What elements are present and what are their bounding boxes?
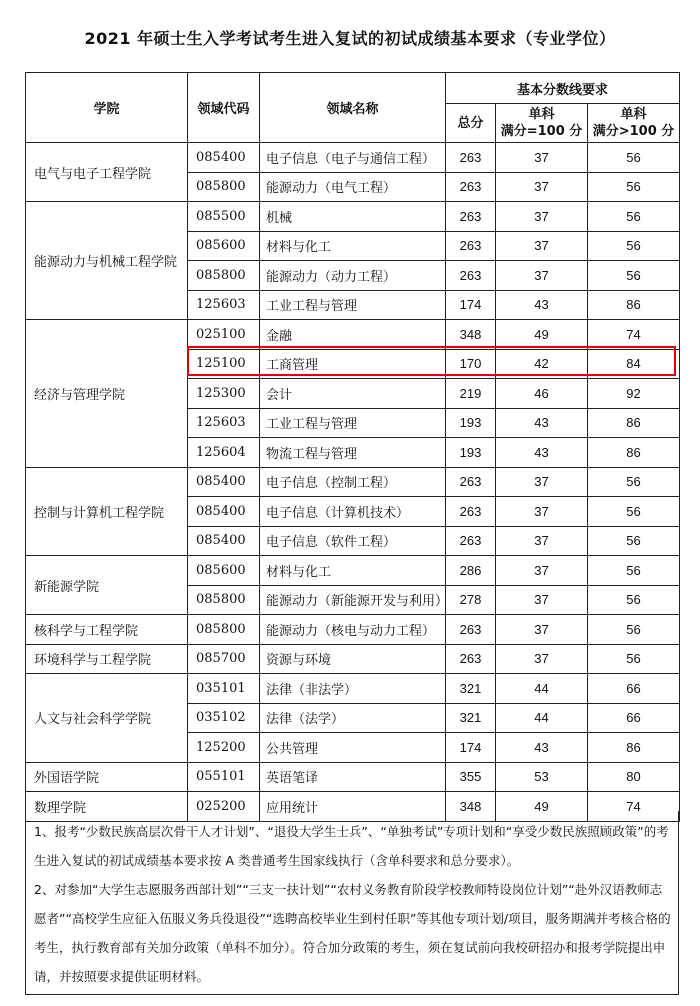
- total-score-cell: 348: [446, 320, 496, 350]
- header-code: 领域代码: [188, 73, 260, 143]
- total-score-cell: 263: [446, 261, 496, 291]
- total-score-cell: 263: [446, 172, 496, 202]
- total-score-cell: 170: [446, 349, 496, 379]
- single-100-cell: 43: [496, 290, 588, 320]
- total-score-cell: 263: [446, 143, 496, 173]
- header-single-over-100: [588, 104, 680, 143]
- single-100-cell: 42: [496, 349, 588, 379]
- field-cell: 法律（法学）: [260, 703, 446, 733]
- table-row: [26, 467, 680, 497]
- college-cell: 数理学院: [26, 792, 188, 822]
- single-100-cell: 37: [496, 202, 588, 232]
- single-over-100-cell: 56: [588, 172, 680, 202]
- total-score-cell: 263: [446, 231, 496, 261]
- single-over-100-cell: 56: [588, 644, 680, 674]
- field-cell: 电子信息（电子与通信工程）: [260, 143, 446, 173]
- single-100-cell: 37: [496, 467, 588, 497]
- college-cell: 电气与电子工程学院: [26, 143, 188, 202]
- field-cell: 物流工程与管理: [260, 438, 446, 468]
- college-cell: 新能源学院: [26, 556, 188, 615]
- table-row: [26, 615, 680, 645]
- total-score-cell: 193: [446, 408, 496, 438]
- field-cell: 机械: [260, 202, 446, 232]
- total-score-cell: 174: [446, 733, 496, 763]
- note-2: 2、对参加“大学生志愿服务西部计划”“三支一扶计划”“农村义务教育阶段学校教师特设岗位计划”“赴外汉语教师志愿者”“高校学生应征入伍服义务兵役退役”“选聘高校毕业生到村任职”等其他专项计划/项目，服务期满并考核合格的考生，执行教育部有关加分政策（单科不加分）。符合加分政策的考生，须在复试前向我校研招办和报考学院提出申请，并按照要求提供证明材料。: [34, 882, 671, 984]
- total-score-cell: 219: [446, 379, 496, 409]
- table-row: [26, 556, 680, 586]
- code-cell: 125200: [188, 733, 260, 763]
- single-over-100-cell: 66: [588, 703, 680, 733]
- code-cell: 025100: [188, 320, 260, 350]
- field-cell: 工业工程与管理: [260, 408, 446, 438]
- single-100-cell: 37: [496, 644, 588, 674]
- single-100-cell: 49: [496, 320, 588, 350]
- field-cell: 能源动力（电气工程）: [260, 172, 446, 202]
- single-over-100-cell: 56: [588, 526, 680, 556]
- total-score-cell: 321: [446, 674, 496, 704]
- single-over-100-cell: 56: [588, 497, 680, 527]
- code-cell: 085500: [188, 202, 260, 232]
- field-cell: 电子信息（软件工程）: [260, 526, 446, 556]
- header-score-group: 基本分数线要求: [446, 73, 680, 104]
- code-cell: 085800: [188, 172, 260, 202]
- single-over-100-cell: 56: [588, 261, 680, 291]
- single-100-cell: 43: [496, 408, 588, 438]
- field-cell: 能源动力（核电与动力工程）: [260, 615, 446, 645]
- total-score-cell: 174: [446, 290, 496, 320]
- college-cell: 核科学与工程学院: [26, 615, 188, 645]
- single-100-cell: 37: [496, 556, 588, 586]
- table-row: [26, 143, 680, 173]
- single-100-cell: 37: [496, 615, 588, 645]
- code-cell: 085800: [188, 615, 260, 645]
- single-100-cell: 37: [496, 143, 588, 173]
- single-over-100-cell: 86: [588, 438, 680, 468]
- header-field: 领域名称: [260, 73, 446, 143]
- single-100-cell: 37: [496, 172, 588, 202]
- total-score-cell: 263: [446, 644, 496, 674]
- code-cell: 085800: [188, 585, 260, 615]
- college-cell: 人文与社会科学学院: [26, 674, 188, 763]
- single-100-cell: 46: [496, 379, 588, 409]
- field-cell: 电子信息（控制工程）: [260, 467, 446, 497]
- header-row: [26, 73, 680, 104]
- code-cell: 125300: [188, 379, 260, 409]
- single-100-cell: 37: [496, 261, 588, 291]
- total-score-cell: 263: [446, 467, 496, 497]
- field-cell: 工业工程与管理: [260, 290, 446, 320]
- total-score-cell: 263: [446, 497, 496, 527]
- field-cell: 能源动力（动力工程）: [260, 261, 446, 291]
- single-over-100-cell: 86: [588, 408, 680, 438]
- page-title: 2021 年硕士生入学考试考生进入复试的初试成绩基本要求（专业学位）: [84, 29, 616, 48]
- code-cell: 025200: [188, 792, 260, 822]
- note-1: 1、报考“少数民族高层次骨干人才计划”、“退役大学生士兵”、“单独考试”专项计划和“享受少数民族照顾政策”的考生进入复试的初试成绩基本要求按 A 类普通考生国家线执行（含单科要求和总分要求）。: [34, 824, 669, 868]
- total-score-cell: 193: [446, 438, 496, 468]
- code-cell: 085600: [188, 231, 260, 261]
- single-over-100-cell: 56: [588, 585, 680, 615]
- single-100-cell: 53: [496, 762, 588, 792]
- field-cell: 材料与化工: [260, 231, 446, 261]
- field-cell: 法律（非法学）: [260, 674, 446, 704]
- single-100-cell: 44: [496, 703, 588, 733]
- single-100-cell: 49: [496, 792, 588, 822]
- code-cell: 125603: [188, 290, 260, 320]
- single-over-100-cell: 86: [588, 733, 680, 763]
- code-cell: 055101: [188, 762, 260, 792]
- college-cell: 外国语学院: [26, 762, 188, 792]
- total-score-cell: 348: [446, 792, 496, 822]
- single-over-100-cell: 56: [588, 467, 680, 497]
- header-single-over-line1: 单科: [620, 107, 647, 122]
- single-over-100-cell: 92: [588, 379, 680, 409]
- code-cell: 085400: [188, 497, 260, 527]
- header-single-over-line2: 满分>100 分: [592, 124, 675, 139]
- single-100-cell: 43: [496, 438, 588, 468]
- header-college: 学院: [26, 73, 188, 143]
- single-over-100-cell: 66: [588, 674, 680, 704]
- code-cell: 035101: [188, 674, 260, 704]
- college-cell: 控制与计算机工程学院: [26, 467, 188, 556]
- single-over-100-cell: 56: [588, 231, 680, 261]
- code-cell: 125100: [188, 349, 260, 379]
- field-cell: 应用统计: [260, 792, 446, 822]
- single-over-100-cell: 80: [588, 762, 680, 792]
- single-over-100-cell: 74: [588, 320, 680, 350]
- field-cell: 英语笔译: [260, 762, 446, 792]
- code-cell: 125604: [188, 438, 260, 468]
- college-cell: 能源动力与机械工程学院: [26, 202, 188, 320]
- table-row: [26, 644, 680, 674]
- total-score-cell: 286: [446, 556, 496, 586]
- single-over-100-cell: 86: [588, 290, 680, 320]
- total-score-cell: 263: [446, 526, 496, 556]
- code-cell: 085700: [188, 644, 260, 674]
- single-over-100-cell: 56: [588, 143, 680, 173]
- code-cell: 085400: [188, 526, 260, 556]
- header-single-100: [496, 104, 588, 143]
- field-cell: 电子信息（计算机技术）: [260, 497, 446, 527]
- table-row: [26, 320, 680, 350]
- college-cell: 经济与管理学院: [26, 320, 188, 468]
- field-cell: 能源动力（新能源开发与利用）: [260, 585, 446, 615]
- field-cell: 公共管理: [260, 733, 446, 763]
- field-cell: 资源与环境: [260, 644, 446, 674]
- field-cell: 会计: [260, 379, 446, 409]
- single-over-100-cell: 56: [588, 556, 680, 586]
- code-cell: 085600: [188, 556, 260, 586]
- single-100-cell: 37: [496, 585, 588, 615]
- single-over-100-cell: 84: [588, 349, 680, 379]
- table-row: [26, 762, 680, 792]
- field-cell: 材料与化工: [260, 556, 446, 586]
- single-over-100-cell: 74: [588, 792, 680, 822]
- total-score-cell: 263: [446, 202, 496, 232]
- single-100-cell: 37: [496, 526, 588, 556]
- single-100-cell: 44: [496, 674, 588, 704]
- single-100-cell: 43: [496, 733, 588, 763]
- score-table: [25, 72, 680, 822]
- total-score-cell: 355: [446, 762, 496, 792]
- single-over-100-cell: 56: [588, 202, 680, 232]
- total-score-cell: 278: [446, 585, 496, 615]
- field-cell: 金融: [260, 320, 446, 350]
- total-score-cell: 263: [446, 615, 496, 645]
- header-total: 总分: [446, 104, 496, 143]
- code-cell: 035102: [188, 703, 260, 733]
- college-cell: 环境科学与工程学院: [26, 644, 188, 674]
- code-cell: 085400: [188, 143, 260, 173]
- header-single-100-line2: 满分=100 分: [500, 124, 583, 139]
- single-100-cell: 37: [496, 497, 588, 527]
- header-single-100-line1: 单科: [528, 107, 555, 122]
- single-over-100-cell: 56: [588, 615, 680, 645]
- field-cell: 工商管理: [260, 349, 446, 379]
- notes-box: [25, 811, 679, 995]
- code-cell: 085800: [188, 261, 260, 291]
- code-cell: 085400: [188, 467, 260, 497]
- table-row: [26, 202, 680, 232]
- total-score-cell: 321: [446, 703, 496, 733]
- table-body: [26, 143, 680, 822]
- table-row: [26, 674, 680, 704]
- code-cell: 125603: [188, 408, 260, 438]
- single-100-cell: 37: [496, 231, 588, 261]
